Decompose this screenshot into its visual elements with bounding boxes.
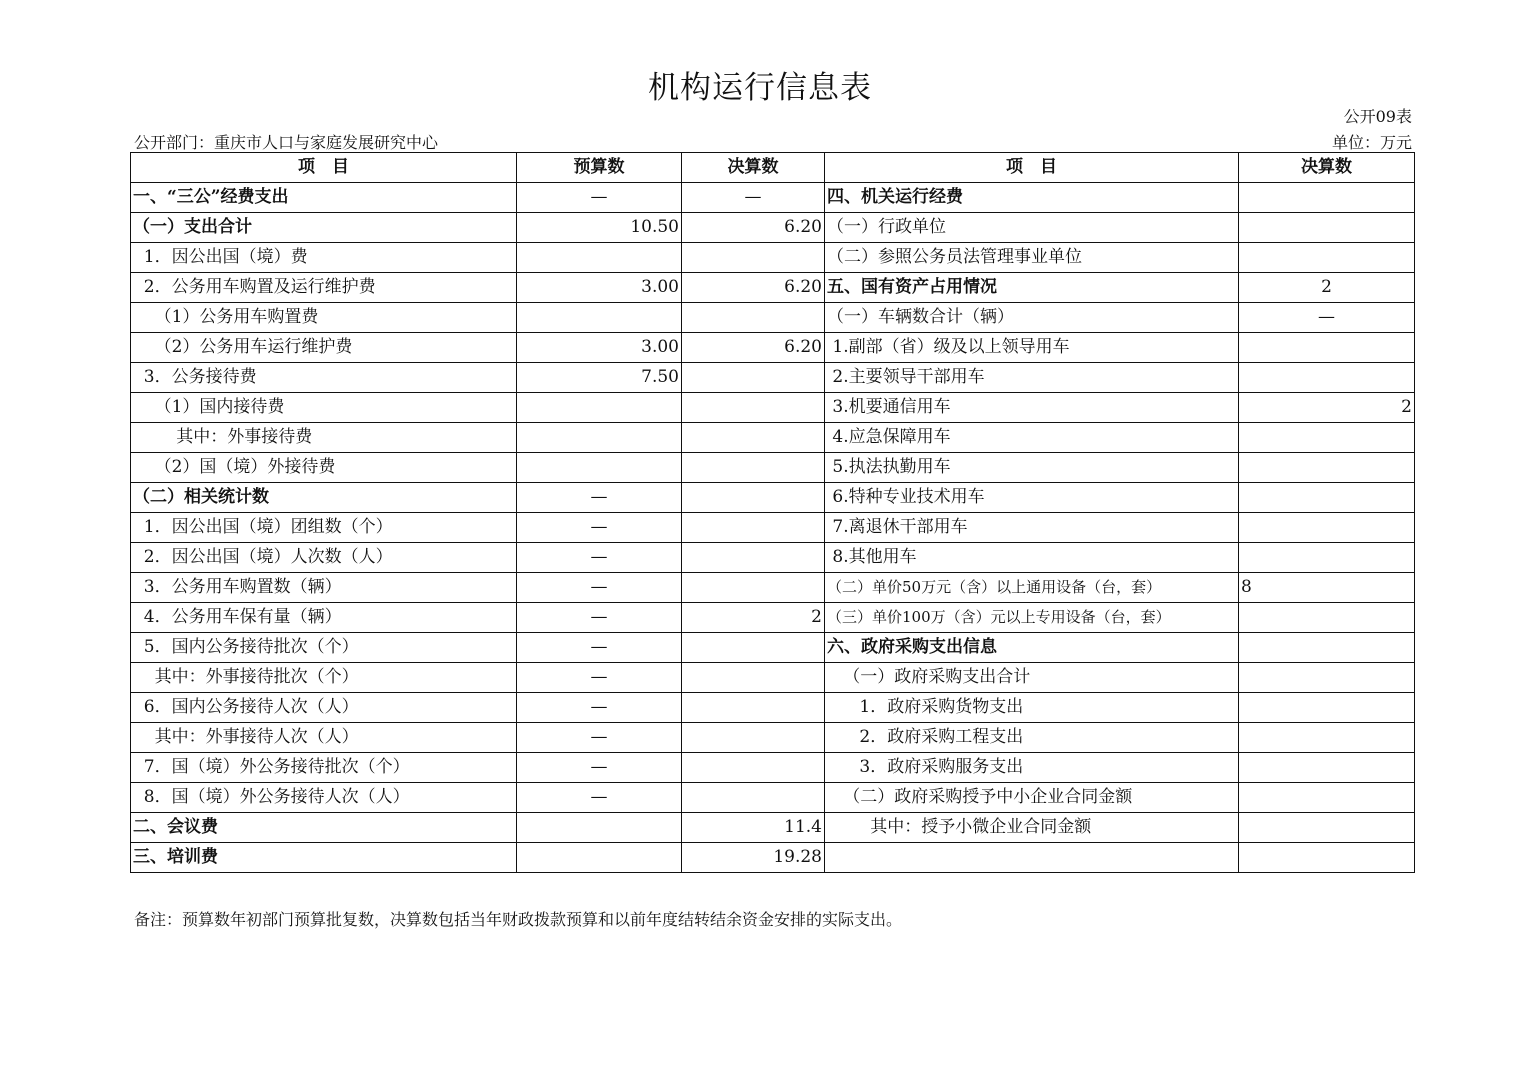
cell-final-left [682,303,825,333]
table-row [131,783,1415,813]
cell-final-right [1239,243,1415,273]
cell-item-right: （二）参照公务员法管理事业单位 [825,243,1239,273]
table-row [131,603,1415,633]
cell-item-right: （一）行政单位 [825,213,1239,243]
cell-final-right [1239,453,1415,483]
table-row [131,513,1415,543]
cell-item-right: （二）单价50万元（含）以上通用设备（台，套） [825,573,1239,603]
cell-item-right: 3.机要通信用车 [825,393,1239,423]
cell-item-left: 一、“三公”经费支出 [131,183,517,213]
cell-budget: 7.50 [517,363,682,393]
header-final-right: 决算数 [1239,153,1415,183]
cell-budget: — [517,483,682,513]
cell-final-right: 2 [1239,393,1415,423]
cell-budget: — [517,543,682,573]
cell-item-right: 7.离退休干部用车 [825,513,1239,543]
cell-budget: — [517,183,682,213]
cell-final-left [682,693,825,723]
header-item-right: 项 目 [825,153,1239,183]
cell-final-right [1239,633,1415,663]
table-row [131,213,1415,243]
cell-budget: — [517,723,682,753]
cell-budget [517,303,682,333]
cell-budget: — [517,663,682,693]
table-row [131,453,1415,483]
cell-budget: 3.00 [517,333,682,363]
cell-final-left [682,393,825,423]
cell-final-left: 6.20 [682,333,825,363]
cell-final-right [1239,423,1415,453]
table-header-row [131,153,1415,183]
cell-item-right: （三）单价100万（含）元以上专用设备（台，套） [825,603,1239,633]
page-title: 机构运行信息表 [648,70,872,106]
cell-item-left: 6．国内公务接待人次（人） [131,693,517,723]
cell-budget [517,843,682,873]
cell-final-left [682,783,825,813]
cell-budget [517,243,682,273]
table-row [131,183,1415,213]
cell-final-right [1239,783,1415,813]
footnote: 备注：预算数年初部门预算批复数，决算数包括当年财政拨款预算和以前年度结转结余资金安排的实际支出。 [134,910,903,929]
table-body [131,183,1415,873]
cell-final-right [1239,333,1415,363]
cell-budget: 3.00 [517,273,682,303]
cell-item-left: 7．国（境）外公务接待批次（个） [131,753,517,783]
cell-budget: — [517,603,682,633]
cell-final-left: 6.20 [682,273,825,303]
cell-final-right [1239,813,1415,843]
cell-budget: — [517,513,682,543]
table-row [131,663,1415,693]
table-row [131,543,1415,573]
table-row [131,333,1415,363]
cell-final-left [682,513,825,543]
header-item-left: 项 目 [131,153,517,183]
table-row [131,483,1415,513]
cell-item-right: 6.特种专业技术用车 [825,483,1239,513]
cell-final-right [1239,663,1415,693]
table-row [131,573,1415,603]
cell-final-right [1239,543,1415,573]
table-row [131,843,1415,873]
cell-budget [517,453,682,483]
cell-final-left [682,573,825,603]
cell-final-right [1239,363,1415,393]
unit-label: 单位：万元 [1331,133,1412,152]
cell-item-left: 1．因公出国（境）团组数（个） [131,513,517,543]
cell-final-left [682,423,825,453]
cell-item-right: 8.其他用车 [825,543,1239,573]
form-code: 公开09表 [1343,107,1412,126]
table-row [131,243,1415,273]
cell-final-left: — [682,183,825,213]
cell-budget [517,423,682,453]
cell-item-left: 三、培训费 [131,843,517,873]
cell-item-right: （一）车辆数合计（辆） [825,303,1239,333]
cell-budget [517,393,682,423]
cell-item-left: 3．公务用车购置数（辆） [131,573,517,603]
table-row [131,273,1415,303]
cell-item-right: 2.主要领导干部用车 [825,363,1239,393]
cell-item-left: （2）公务用车运行维护费 [131,333,517,363]
cell-item-right [825,843,1239,873]
cell-item-left: （1）国内接待费 [131,393,517,423]
cell-final-left [682,663,825,693]
cell-final-right [1239,723,1415,753]
table-row [131,633,1415,663]
cell-item-left: 其中：外事接待人次（人） [131,723,517,753]
cell-item-left: （一）支出合计 [131,213,517,243]
cell-final-right [1239,753,1415,783]
cell-final-left [682,543,825,573]
cell-final-right [1239,693,1415,723]
cell-final-left: 11.4 [682,813,825,843]
table-row [131,753,1415,783]
cell-final-left: 2 [682,603,825,633]
cell-item-right: 其中：授予小微企业合同金额 [825,813,1239,843]
cell-budget [517,813,682,843]
cell-final-left [682,633,825,663]
cell-item-right: 四、机关运行经费 [825,183,1239,213]
cell-item-right: 5.执法执勤用车 [825,453,1239,483]
cell-final-right [1239,183,1415,213]
table-row [131,693,1415,723]
cell-final-right: — [1239,303,1415,333]
header-budget: 预算数 [517,153,682,183]
cell-item-right: （二）政府采购授予中小企业合同金额 [825,783,1239,813]
cell-item-left: （2）国（境）外接待费 [131,453,517,483]
header-final-left: 决算数 [682,153,825,183]
cell-item-left: （1）公务用车购置费 [131,303,517,333]
cell-final-right: 2 [1239,273,1415,303]
cell-item-right: 3．政府采购服务支出 [825,753,1239,783]
cell-final-left [682,243,825,273]
cell-final-right [1239,603,1415,633]
table-row [131,363,1415,393]
table-row [131,393,1415,423]
cell-item-right: 五、国有资产占用情况 [825,273,1239,303]
cell-budget: 10.50 [517,213,682,243]
table-row [131,303,1415,333]
cell-item-left: 2．公务用车购置及运行维护费 [131,273,517,303]
cell-item-left: 其中：外事接待费 [131,423,517,453]
cell-final-left [682,453,825,483]
cell-item-left: 其中：外事接待批次（个） [131,663,517,693]
cell-item-right: 2．政府采购工程支出 [825,723,1239,753]
department-label: 公开部门：重庆市人口与家庭发展研究中心 [134,133,439,152]
cell-item-left: 3．公务接待费 [131,363,517,393]
cell-item-left: （二）相关统计数 [131,483,517,513]
cell-budget: — [517,693,682,723]
cell-item-left: 5．国内公务接待批次（个） [131,633,517,663]
table-row [131,813,1415,843]
cell-item-right: （一）政府采购支出合计 [825,663,1239,693]
cell-item-right: 1.副部（省）级及以上领导用车 [825,333,1239,363]
cell-final-left: 19.28 [682,843,825,873]
cell-final-right [1239,213,1415,243]
cell-item-left: 1．因公出国（境）费 [131,243,517,273]
table-row [131,423,1415,453]
cell-item-right: 六、政府采购支出信息 [825,633,1239,663]
cell-budget: — [517,783,682,813]
info-table [130,152,1415,873]
cell-item-right: 1．政府采购货物支出 [825,693,1239,723]
cell-budget: — [517,753,682,783]
cell-final-right [1239,843,1415,873]
cell-item-left: 2．因公出国（境）人次数（人） [131,543,517,573]
cell-final-left [682,723,825,753]
cell-item-right: 4.应急保障用车 [825,423,1239,453]
cell-final-right: 8 [1239,573,1415,603]
cell-final-left [682,363,825,393]
cell-final-left [682,483,825,513]
cell-item-left: 4．公务用车保有量（辆） [131,603,517,633]
cell-final-left [682,753,825,783]
cell-final-right [1239,483,1415,513]
cell-item-left: 二、会议费 [131,813,517,843]
cell-budget: — [517,633,682,663]
cell-final-left: 6.20 [682,213,825,243]
cell-item-left: 8．国（境）外公务接待人次（人） [131,783,517,813]
cell-budget: — [517,573,682,603]
cell-final-right [1239,513,1415,543]
table-row [131,723,1415,753]
